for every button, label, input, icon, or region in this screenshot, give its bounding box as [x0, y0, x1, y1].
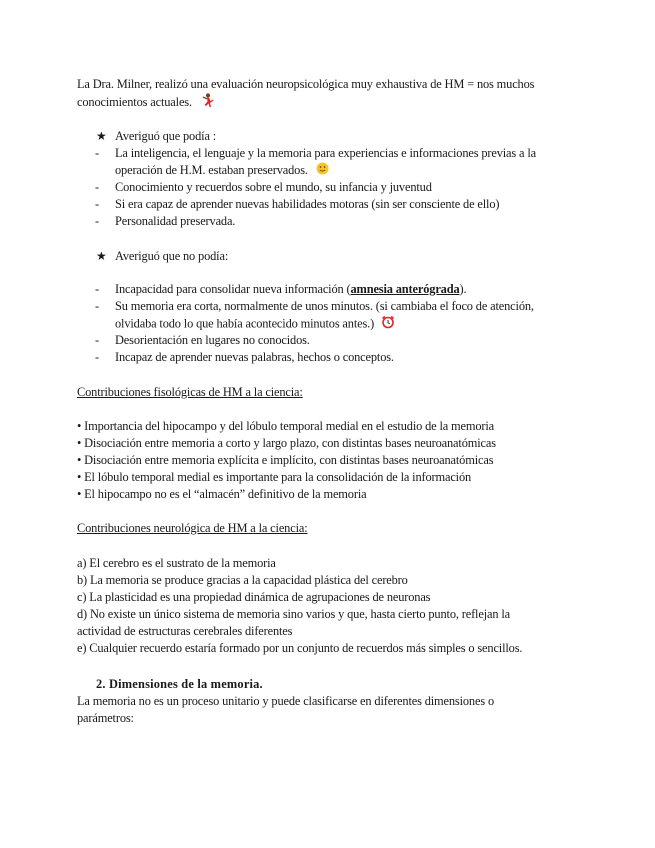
could-item-1-line-2 — [115, 162, 329, 180]
could-not-title: Averiguó que no podía: — [115, 249, 229, 263]
section-2-line-1: La memoria no es un proceso unitario y puede clasificarse en diferentes dimensiones o — [77, 694, 494, 708]
physio-heading: Contribuciones fisológicas de HM a la ciencia: — [77, 385, 303, 399]
could-item-1-line-1: La inteligencia, el lenguaje y la memoria para experiencias e informaciones previas a la — [115, 146, 536, 160]
could-not-item-1 — [115, 281, 466, 298]
star-bullet-icon: ★ — [96, 249, 107, 263]
physio-item: • El hipocampo no es el “almacén” definitivo de la memoria — [77, 487, 367, 501]
neuro-item: b) La memoria se produce gracias a la capacidad plástica del cerebro — [77, 573, 408, 587]
could-not-item-4: Incapaz de aprender nuevas palabras, hechos o conceptos. — [115, 350, 394, 364]
intro-line-2 — [77, 93, 214, 113]
intro-line-1: La Dra. Milner, realizó una evaluación neuropsicológica muy exhaustiva de HM = nos muchos — [77, 77, 535, 91]
dash-bullet: - — [95, 146, 99, 160]
dash-bullet: - — [95, 180, 99, 194]
alarm-clock-icon — [381, 315, 395, 334]
smile-icon — [316, 162, 329, 180]
physio-item: • Disociación entre memoria a corto y largo plazo, con distintas bases neuroanatómicas — [77, 436, 496, 450]
physio-item: • Importancia del hipocampo y del lóbulo temporal medial en el estudio de la memoria — [77, 419, 495, 433]
dash-bullet: - — [95, 350, 99, 364]
physio-item: • El lóbulo temporal medial es importante para la consolidación de la información — [77, 470, 472, 484]
could-item-2: Conocimiento y recuerdos sobre el mundo, su infancia y juventud — [115, 180, 432, 194]
neuro-item: c) La plasticidad es una propiedad dinámica de agrupaciones de neuronas — [77, 590, 431, 604]
could-not-item-1-pre: Incapacidad para consolidar nueva información ( — [115, 282, 351, 296]
could-item-3: Si era capaz de aprender nuevas habilidades motoras (sin ser consciente de ello) — [115, 197, 500, 211]
dash-bullet: - — [95, 299, 99, 313]
could-item-1-line-2-text: operación de H.M. estaban preservados. — [115, 163, 308, 177]
could-not-item-3: Desorientación en lugares no conocidos. — [115, 333, 310, 347]
could-not-item-1-post: ). — [459, 282, 467, 296]
could-title: Averiguó que podía : — [115, 129, 217, 143]
star-bullet-icon: ★ — [96, 129, 107, 143]
could-not-item-2-line-1: Su memoria era corta, normalmente de unos minutos. (si cambiaba el foco de atención, — [115, 299, 534, 313]
could-not-item-2-line-2-text: olvidaba todo lo que había acontecido minutos antes.) — [115, 316, 375, 331]
section-2-line-2: parámetros: — [77, 711, 134, 725]
could-item-4: Personalidad preservada. — [115, 214, 236, 228]
dash-bullet: - — [95, 214, 99, 228]
dash-bullet: - — [95, 333, 99, 347]
physio-item: • Disociación entre memoria explícita e implícito, con distintas bases neuroanatómicas — [77, 453, 494, 467]
amnesia-term: amnesia anterógrada — [350, 282, 460, 296]
neuro-item: d) No existe un único sistema de memoria sino varios y que, hasta cierto punto, reflejan la — [77, 607, 510, 621]
neuro-item: a) El cerebro es el sustrato de la memoria — [77, 556, 276, 570]
neuro-item: e) Cualquier recuerdo estaría formado por un conjunto de recuerdos más simples o sencillos. — [77, 641, 523, 655]
section-2-heading: 2. Dimensiones de la memoria. — [96, 677, 263, 691]
neuro-heading: Contribuciones neurológica de HM a la ciencia: — [77, 521, 308, 535]
neuro-item-continuation: actividad de estructuras cerebrales diferentes — [77, 624, 293, 638]
dash-bullet: - — [95, 197, 99, 211]
dancer-icon — [201, 93, 214, 113]
intro-line-2-text: conocimientos actuales. — [77, 94, 192, 109]
dash-bullet: - — [95, 282, 99, 296]
